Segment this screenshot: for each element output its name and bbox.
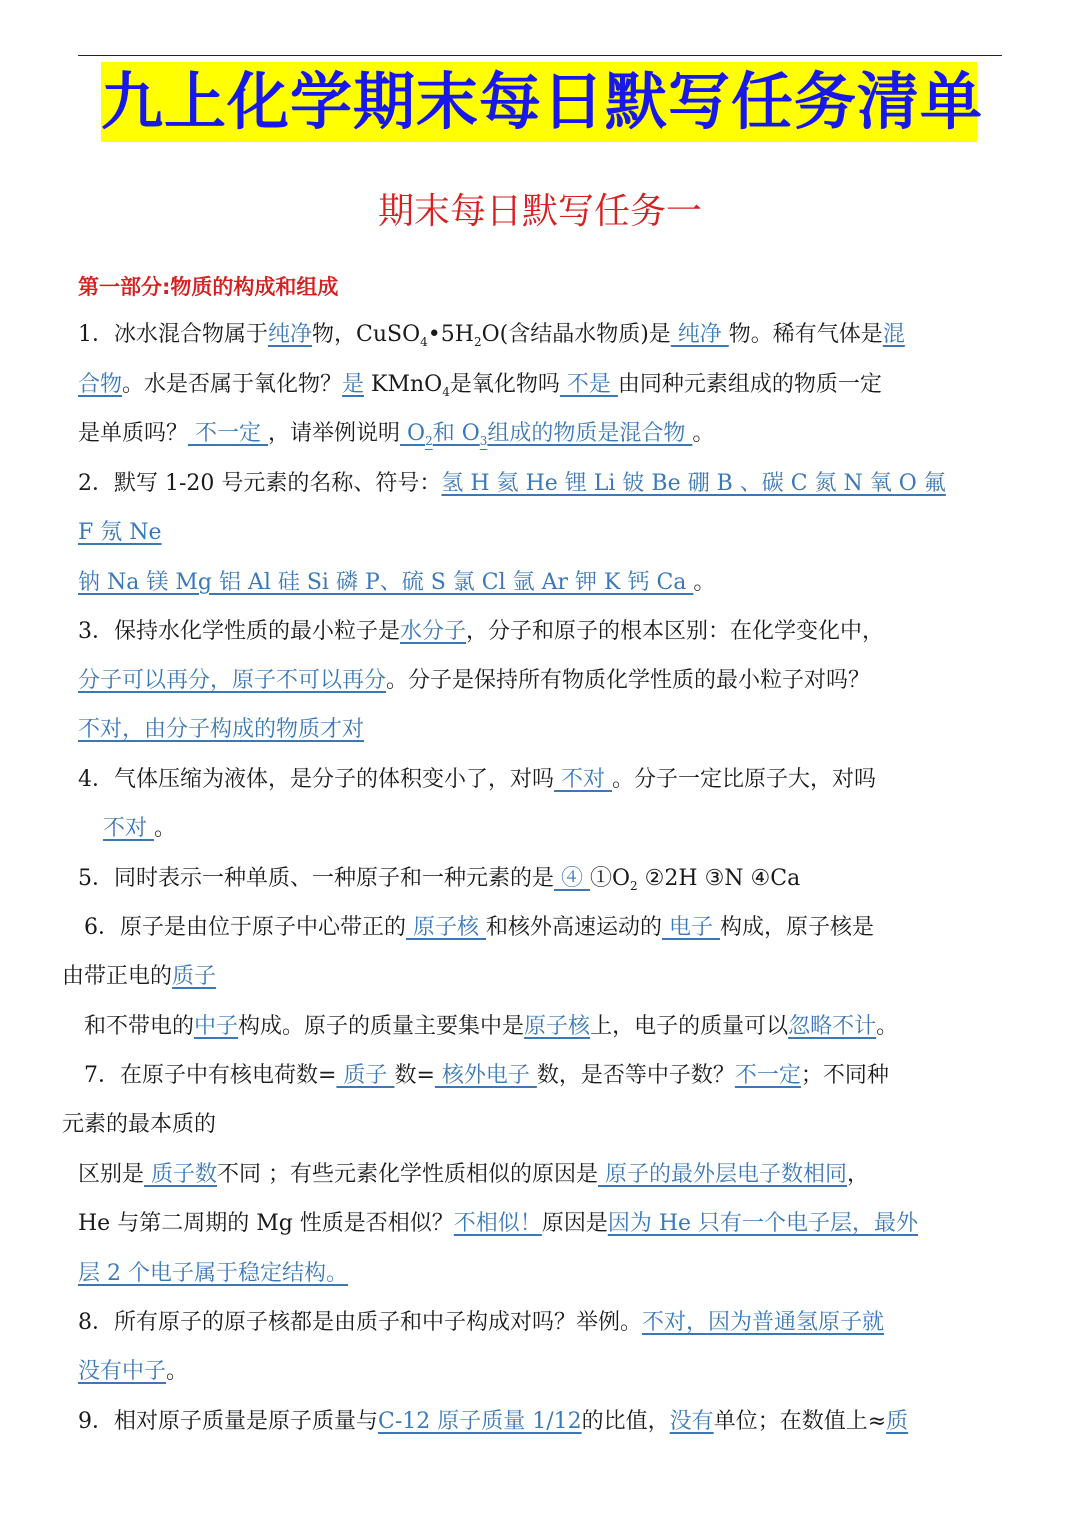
q6-line-2: 由带正电的质子 [62, 964, 217, 989]
q1-line-3: 是单质吗？ 不一定 ，请举例说明 $O_2$和 $O_3$组成的物质是混合物 。 [78, 421, 715, 448]
answer: 质 [886, 1409, 909, 1434]
q7-line-4: He 与第二周期的 Mg 性质是否相似？不相似！原因是因为 He 只有一个电子层，最外 [78, 1211, 919, 1236]
answer: 层 2 个电子属于稳定结构。 [78, 1261, 348, 1286]
q6-line-1: 6．原子是由位于原子中心带正的 原子核 和核外高速运动的 电子 构成，原子核是 [84, 915, 875, 940]
answer: 纯净 [670, 322, 729, 347]
top-rule [78, 55, 1002, 56]
q4-line-1: 4．气体压缩为液体，是分子的体积变小了，对吗 不对 。分子一定比原子大，对吗 [78, 767, 877, 792]
q8-line-1: 8．所有原子的原子核都是由质子和中子构成对吗？举例。不对，因为普通氢原子就 [78, 1310, 885, 1335]
answer: 质子 [336, 1063, 395, 1088]
q7-line-5 [78, 1257, 348, 1291]
q2-line-3: 钠 Na 镁 Mg 铝 Al 硅 Si 磷 P、硫 S 氯 Cl 氩 Ar 钾 K 钙 Ca 。 [78, 570, 716, 595]
answer: 分子可以再分，原子不可以再分 [78, 668, 387, 693]
answer: 不一定 [188, 421, 269, 446]
answer: 合物 [78, 372, 123, 397]
q3-line-3 [78, 713, 364, 747]
answer: 是 [342, 372, 365, 397]
answer: O [400, 421, 426, 446]
answer: 和 O [432, 421, 480, 446]
answer: 不是 [559, 372, 618, 397]
task-subtitle: 期末每日默写任务一 [377, 191, 702, 232]
answer: ④ [554, 866, 590, 891]
answer: 不对 [103, 816, 154, 841]
answer: 没有 [669, 1409, 714, 1434]
answer: 原子核 [406, 915, 486, 940]
q1-line-1: 1．冰水混合物属于纯净物，$CuSO_4•5H_2O$(含结晶水物质)是 纯净 物。稀有气体是混 [78, 322, 905, 349]
answer: 纯净 [268, 322, 313, 347]
section-heading: 第一部分:物质的构成和组成 [78, 275, 339, 299]
q9-line: 9．相对原子质量是原子质量与C-12 原子质量 1/12的比值，没有单位；在数值上≈质 [78, 1409, 909, 1434]
q7-line-2: 元素的最本质的 [62, 1112, 217, 1137]
answer: 不一定 [734, 1063, 801, 1088]
q1-line-2: 合物。水是否属于氧化物？是 KMnO$_4$是氧化物吗 不是 由同种元素组成的物质一定 [78, 372, 882, 399]
q2-line-1: 2．默写 1-20 号元素的名称、符号：氢 H 氦 He 锂 Li 铍 Be 硼 B 、碳 C 氮 N 氧 O 氟 [78, 471, 946, 496]
answer: 没有中子 [78, 1359, 167, 1384]
answer: 不对，因为普通氢原子就 [642, 1310, 885, 1335]
answer: 组成的物质是混合物 [487, 421, 693, 446]
q7-line-3: 区别是 质子数不同 ；有些元素化学性质相似的原因是 原子的最外层电子数相同， [78, 1162, 870, 1187]
answer: C-12 原子质量 1/12 [378, 1409, 582, 1434]
answer: 原子核 [524, 1014, 591, 1039]
answer: 混 [882, 322, 905, 347]
answer: 钠 Na 镁 Mg 铝 Al 硅 Si 磷 P、硫 S 氯 Cl 氩 Ar 钾 K 钙 Ca [78, 570, 694, 595]
answer: 不对，由分子构成的物质才对 [78, 717, 365, 742]
q7-line-1: 7．在原子中有核电荷数= 质子 数= 核外电子 数，是否等中子数？不一定；不同种 [84, 1063, 889, 1088]
q4-line-2: 不对 。 [103, 816, 177, 841]
answer: 忽略不计 [788, 1014, 877, 1039]
q3-line-1: 3．保持水化学性质的最小粒子是水分子，分子和原子的根本区别：在化学变化中， [78, 619, 885, 644]
answer: 因为 He 只有一个电子层，最外 [607, 1211, 919, 1236]
answer: 中子 [194, 1014, 239, 1039]
answer: F 氖 Ne [78, 520, 162, 545]
q5-line: 5．同时表示一种单质、一种原子和一种元素的是 ④ $①O_2$ ②2H ③N ④Ca [78, 866, 801, 893]
answer: 核外电子 [434, 1063, 537, 1088]
page-title: 九上化学期末每日默写任务清单 [101, 62, 977, 142]
answer: 质子 [172, 964, 217, 989]
q2-line-2 [78, 516, 162, 550]
answer: 不对 [554, 767, 612, 792]
answer: 氢 H 氦 He 锂 Li 铍 Be 硼 B 、碳 C 氮 N 氧 O 氟 [441, 471, 946, 496]
q3-line-2: 分子可以再分，原子不可以再分。分子是保持所有物质化学性质的最小粒子对吗？ [78, 668, 871, 693]
answer: 不相似！ [453, 1211, 542, 1236]
q6-line-3: 和不带电的中子构成。原子的质量主要集中是原子核上，电子的质量可以忽略不计。 [84, 1014, 899, 1039]
answer: 水分子 [400, 619, 467, 644]
q8-line-2: 没有中子。 [78, 1359, 189, 1384]
answer: 电子 [662, 915, 721, 940]
answer: 质子数 [144, 1162, 218, 1187]
answer: 原子的最外层电子数相同 [598, 1162, 848, 1187]
